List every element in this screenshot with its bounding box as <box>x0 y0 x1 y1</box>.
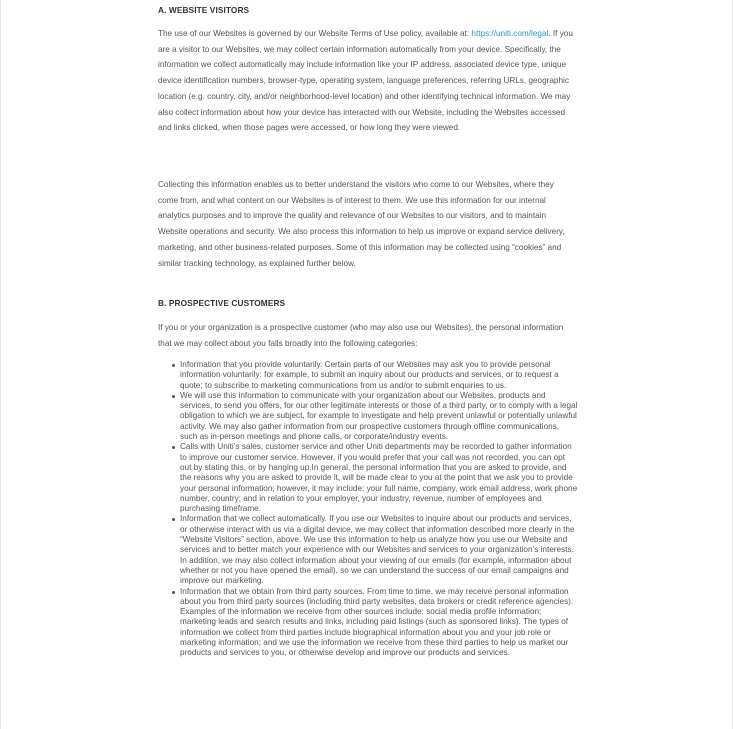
list-item: Information that you provide voluntarily. Certain parts of our Websites may ask you to provide personal information voluntarily: for example, to submit an inquiry about our products and services, or to request a quote; to subscribe to marketing communications from us and/or to submit enquiries to us. <box>180 360 578 391</box>
information-categories-list <box>158 360 578 659</box>
paragraph-prospective-intro: If you or your organization is a prospective customer (who may also use our Websites), the personal information that we may collect about you falls broadly into the following categories: <box>158 323 564 348</box>
list-item: Information that we obtain from third party sources. From time to time, we may receive personal information about you from third party sources (including third party websites, data brokers or credit reference agencies). Examples of the information we receive from other sources include: social media profile information; marketing leads and search results and links, including paid listings (such as sponsored links). The types of information we collect from third parties include biographical information about you and your job role or marketing information; and we use the information we receive from these third parties to help us market our products and services to you, or otherwise develop and improve our products and services. <box>180 587 578 659</box>
section-heading-website-visitors: A. WEBSITE VISITORS <box>158 5 250 15</box>
paragraph-text: The use of our Websites is governed by our Website Terms of Use policy, available at: <box>158 29 472 38</box>
paragraph-text: . If you are a visitor to our Websites, we may collect certain information automatically from your device. Specifically, the information we collect automatically may include information like your IP address, associated device type, unique device identification numbers, browser-type, operating system, language preferences, referring URLs, geographic location (e.g. country, city, and/or neighborhood-level location) and other identifying technical information. We may also collect information about how your device has interacted with our Website, including the Websites accessed and links clicked, when those pages were accessed, or how long they were viewed. <box>158 29 573 133</box>
legal-link[interactable]: https://uniti.com/legal <box>471 29 549 38</box>
list-item: We will use this information to communicate with your organization about our Websites, products and services, to send you offers, for our other legitimate interests or those of a third party, or to comply with a legal obligation to which we are subject, for example to investigate and help prevent unlawful or potentially unlawful activity. We may also gather information from our prospective customers through offline communications, such as in-person meetings and phone calls, or corporate/industry events. <box>180 390 578 442</box>
section-heading-prospective-customers: B. PROSPECTIVE CUSTOMERS <box>158 298 286 308</box>
paragraph-terms-of-use <box>158 26 576 136</box>
list-item: Calls with Uniti’s sales, customer service and other Uniti departments may be recorded to gather information to improve our customer service. However, if you would prefer that your call was not recorded, you can opt out by stating this, or by hanging up.In general, the personal information that you are asked to provide, and the reasons why you are asked to provide it, will be made clear to you at the point that we ask you to provide your personal information; however, it may include: your full name, company, work email address, work phone number, country; and in relation to your employer, your industry, revenue, number of employees and purchasing timeframe. <box>180 442 578 514</box>
paragraph-collecting-info: Collecting this information enables us to better understand the visitors who come to our Websites, where they come from, and what content on our Websites is of interest to them. We use this information for our internal analytics purposes and to improve the quality and relevance of our Websites to our visitors, and to maintain Website operations and security. We also process this information to help us improve or expand service delivery, marketing, and other business-related purposes. Some of this information may be collected using “cookies” and similar tracking technology, as explained further below. <box>158 180 565 268</box>
list-item: Information that we collect automatically. If you use our Websites to inquire about our products and services, or otherwise interact with us via a digital device, we may collect that information described more clearly in the “Website Visitors” section, above. We use this information to help us analyze how you use our Website and services and to better match your experience with our Websites and services to your organization’s interests. In addition, we may also collect information about your viewing of our emails (for example, information about whether or not you have opened the email), so we can understand the success of our email campaigns and improve our marketing. <box>180 514 578 586</box>
